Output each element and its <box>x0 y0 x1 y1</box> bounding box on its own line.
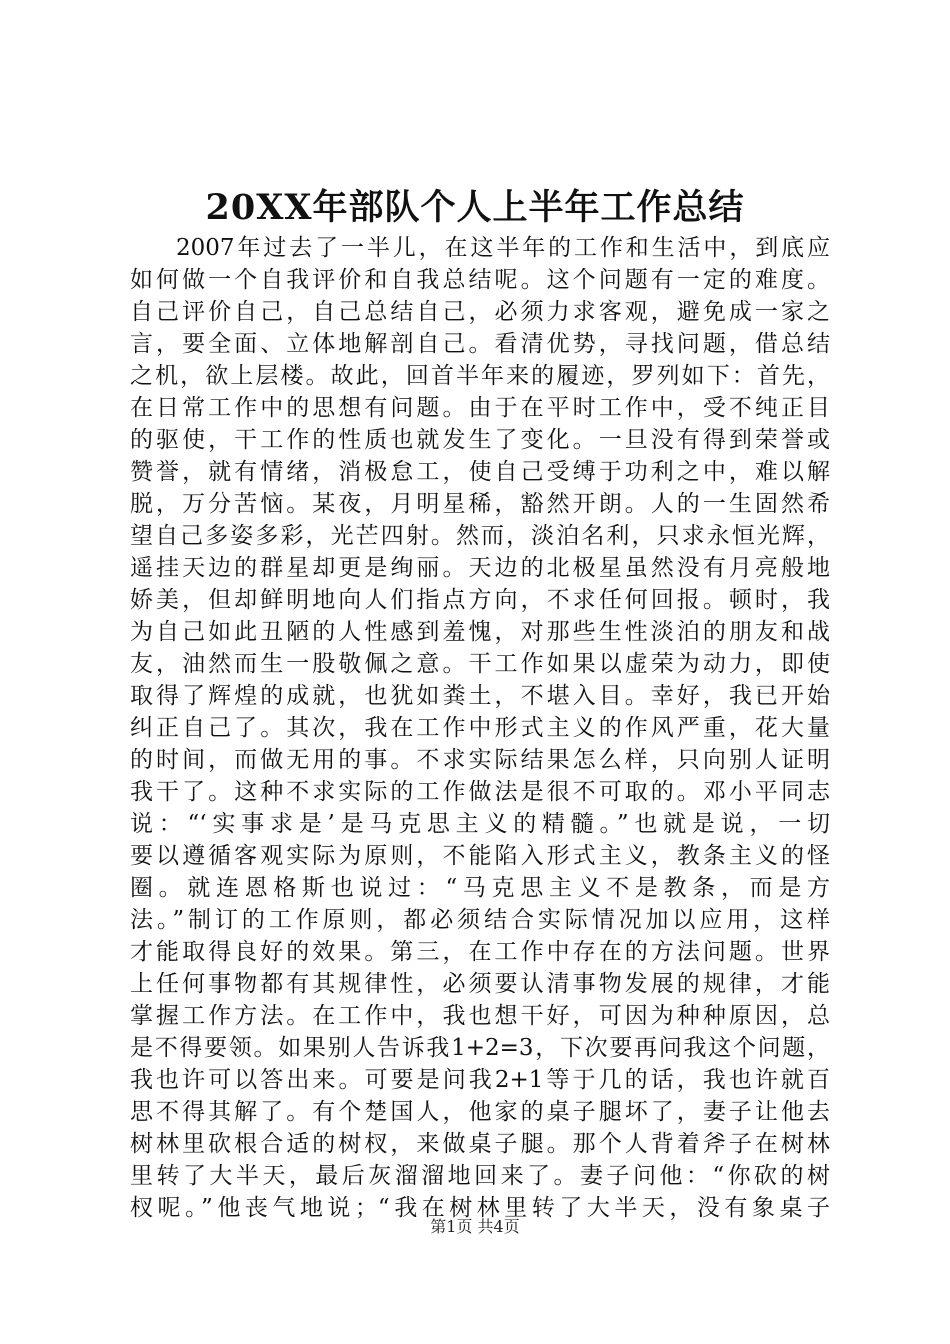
body-line: 之机，欲上层楼。故此，回首半年来的履迹，罗列如下：首先， <box>130 363 830 389</box>
page-number: 第1页 共4页 <box>430 1217 520 1236</box>
document-body <box>130 232 830 1224</box>
body-line: 说：“‘实事求是’是马克思主义的精髓。”也就是说，一切 <box>130 811 830 837</box>
body-line: 是不得要领。如果别人告诉我1+2=3，下次要再问我这个问题， <box>130 1035 830 1061</box>
body-line: 望自己多姿多彩，光芒四射。然而，淡泊名利，只求永恒光辉， <box>130 523 830 549</box>
body-line: 娇美，但却鲜明地向人们指点方向，不求任何回报。顿时，我 <box>130 587 830 613</box>
body-line: 的驱使，干工作的性质也就发生了变化。一旦没有得到荣誉或 <box>130 427 830 453</box>
body-line: 如何做一个自我评价和自我总结呢。这个问题有一定的难度。 <box>130 267 830 293</box>
document-title: 20XX年部队个人上半年工作总结 <box>205 187 745 228</box>
body-line: 我干了。这种不求实际的工作做法是很不可取的。邓小平同志 <box>130 779 830 805</box>
body-line: 友，油然而生一股敬佩之意。干工作如果以虚荣为动力，即使 <box>130 651 830 677</box>
body-line: 圈。就连恩格斯也说过：“马克思主义不是教条，而是方 <box>130 875 830 901</box>
body-line: 树林里砍根合适的树杈，来做桌子腿。那个人背着斧子在树林 <box>130 1131 830 1157</box>
body-line: 纠正自己了。其次，我在工作中形式主义的作风严重，花大量 <box>130 715 830 741</box>
body-line: 2007年过去了一半儿，在这半年的工作和生活中，到底应 <box>176 235 830 261</box>
body-line: 上任何事物都有其规律性，必须要认清事物发展的规律，才能 <box>130 971 830 997</box>
body-line: 赞誉，就有情绪，消极怠工，使自己受缚于功利之中，难以解 <box>130 459 830 485</box>
body-line: 才能取得良好的效果。第三，在工作中存在的方法问题。世界 <box>130 939 830 965</box>
body-line: 的时间，而做无用的事。不求实际结果怎么样，只向别人证明 <box>130 747 830 773</box>
body-line: 掌握工作方法。在工作中，我也想干好，可因为种种原因，总 <box>130 1003 830 1029</box>
body-line: 思不得其解了。有个楚国人，他家的桌子腿坏了，妻子让他去 <box>130 1099 830 1125</box>
body-line: 自己评价自己，自己总结自己，必须力求客观，避免成一家之 <box>130 299 830 325</box>
body-line: 要以遵循客观实际为原则，不能陷入形式主义，教条主义的怪 <box>130 843 830 869</box>
body-line: 取得了辉煌的成就，也犹如粪土，不堪入目。幸好，我已开始 <box>130 683 830 709</box>
body-line: 法。”制订的工作原则，都必须结合实际情况加以应用，这样 <box>130 907 830 933</box>
body-line: 在日常工作中的思想有问题。由于在平时工作中，受不纯正目 <box>130 395 830 421</box>
body-line: 为自己如此丑陋的人性感到羞愧，对那些生性淡泊的朋友和战 <box>130 619 830 645</box>
body-line: 脱，万分苦恼。某夜，月明星稀，豁然开朗。人的一生固然希 <box>130 491 830 517</box>
body-line: 里转了大半天，最后灰溜溜地回来了。妻子问他：“你砍的树 <box>130 1163 830 1189</box>
body-line: 遥挂天边的群星却更是绚丽。天边的北极星虽然没有月亮般地 <box>130 555 830 581</box>
body-line: 杈呢。”他丧气地说；“我在树林里转了大半天，没有象桌子 <box>130 1195 830 1221</box>
body-line: 我也许可以答出来。可要是问我2+1等于几的话，我也许就百 <box>130 1067 830 1093</box>
body-line: 言，要全面、立体地解剖自己。看清优势，寻找问题，借总结 <box>130 331 830 357</box>
